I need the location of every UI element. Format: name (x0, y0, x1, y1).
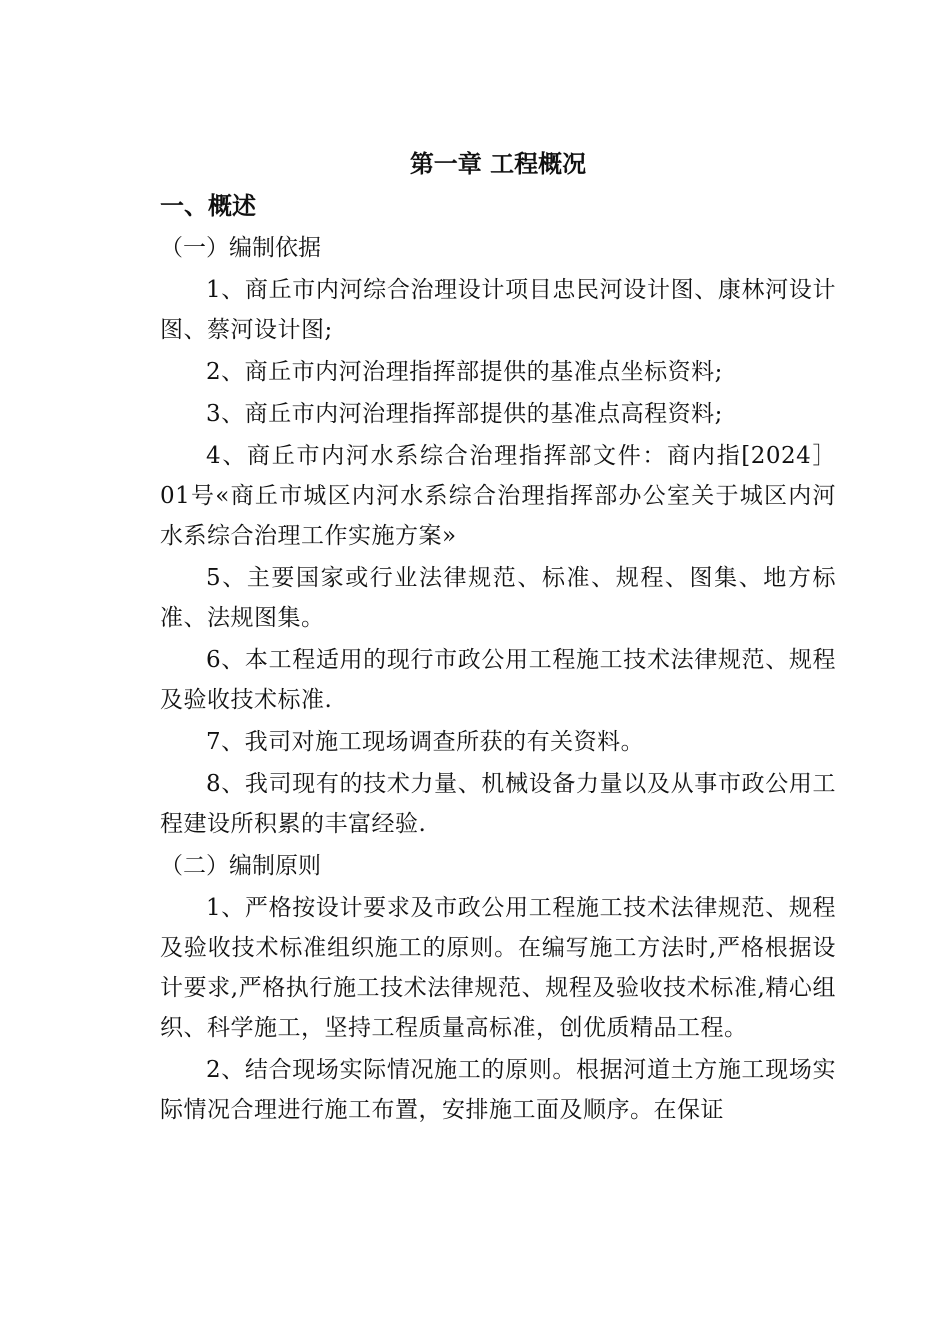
basis-item: 5、主要国家或行业法律规范、标准、规程、图集、地方标准、法规图集。 (160, 565, 836, 631)
principle-item: 1、严格按设计要求及市政公用工程施工技术法律规范、规程及验收技术标准组织施工的原则。在编写施工方法时,严格根据设计要求,严格执行施工技术法律规范、规程及验收技术标准,精心组织、科学施工，坚持工程质量高标准，创优质精品工程。 (160, 895, 836, 1041)
section-title: 一、概述 (160, 192, 256, 220)
basis-item: 8、我司现有的技术力量、机械设备力量以及从事市政公用工程建设所积累的丰富经验. (160, 771, 836, 837)
basis-item: 3、商丘市内河治理指挥部提供的基准点高程资料; (206, 401, 723, 427)
basis-item: 1、商丘市内河综合治理设计项目忠民河设计图、康林河设计图、蔡河设计图; (160, 277, 836, 343)
basis-item: 7、我司对施工现场调查所获的有关资料。 (206, 729, 645, 755)
document-page (160, 140, 836, 1130)
subsection-title-basis: （一）编制依据 (160, 235, 321, 261)
chapter-title: 第一章 工程概况 (409, 150, 587, 178)
basis-item: 6、本工程适用的现行市政公用工程施工技术法律规范、规程及验收技术标准. (160, 647, 836, 713)
basis-item: 2、商丘市内河治理指挥部提供的基准点坐标资料; (206, 359, 723, 385)
basis-item: 4、商丘市内河水系综合治理指挥部文件：商内指[2024］01号«商丘市城区内河水系综合治理指挥部办公室关于城区内河水系综合治理工作实施方案» (160, 443, 836, 549)
principle-item: 2、结合现场实际情况施工的原则。根据河道土方施工现场实际情况合理进行施工布置，安排施工面及顺序。在保证 (160, 1057, 836, 1123)
subsection-title-principles: （二）编制原则 (160, 853, 321, 879)
